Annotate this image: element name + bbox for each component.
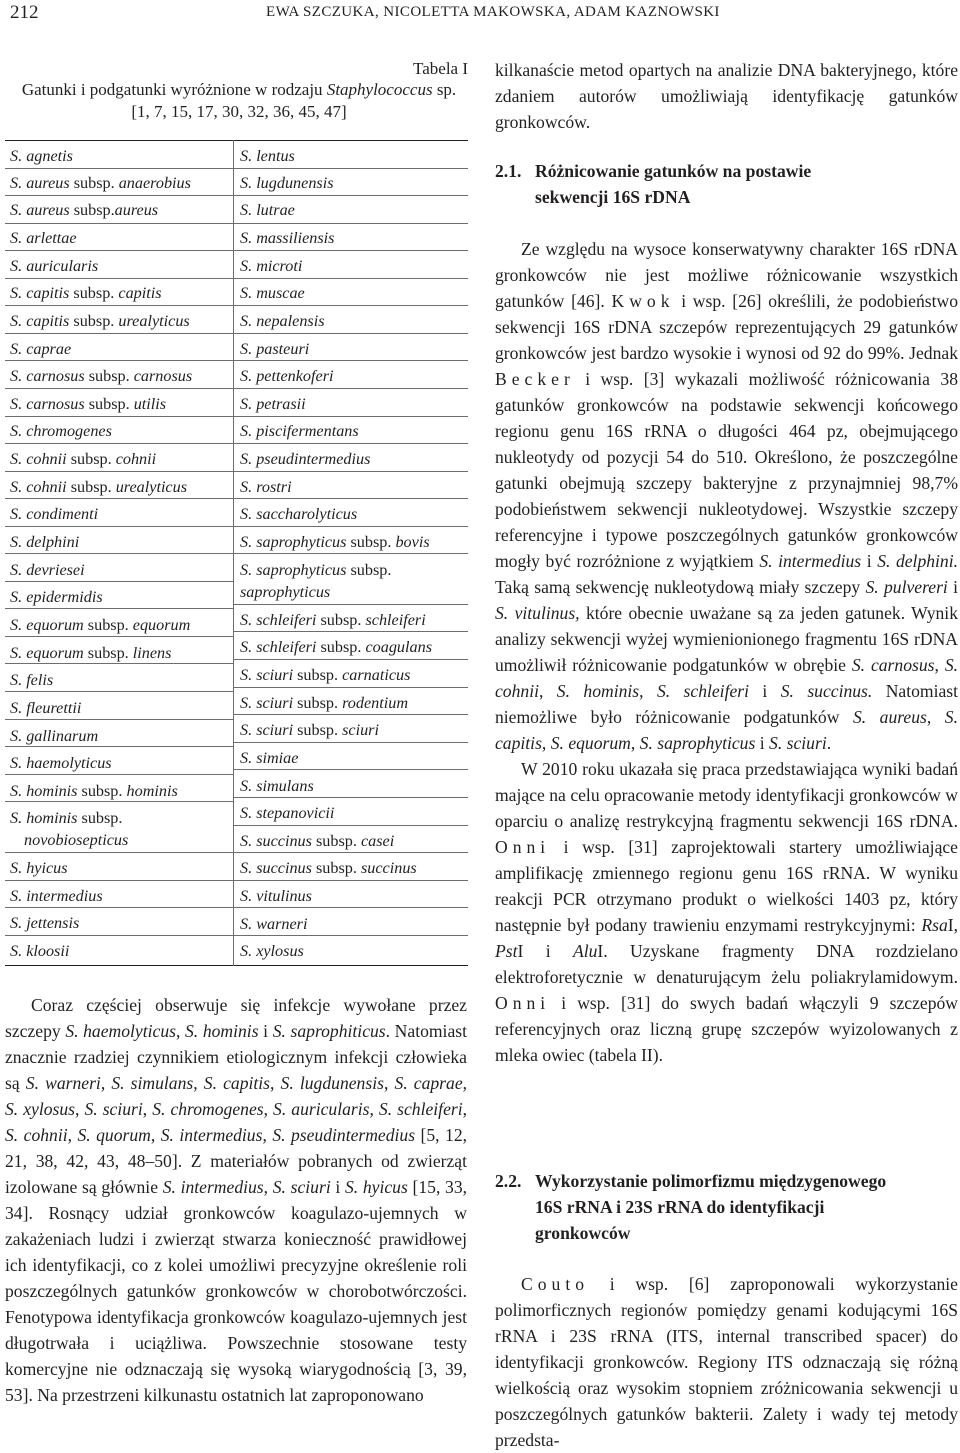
table-cell (240, 338, 309, 360)
species-name: S. pettenkoferi (240, 367, 334, 385)
species-name: S. schleiferi (240, 638, 317, 656)
table-cell (240, 581, 330, 603)
left-column-body (5, 992, 467, 1408)
subspecies-name: bovis (395, 533, 430, 551)
subspecies-name: urealyticus (118, 312, 190, 330)
table-cell (10, 476, 187, 498)
table-cell (10, 172, 191, 194)
subspecies-name: aureus (114, 201, 159, 219)
table-cell (240, 830, 394, 852)
table-cell (240, 448, 370, 470)
subsp-abbrev: subsp. (77, 782, 127, 800)
species-name: S. condimenti (10, 505, 99, 523)
species-name: S. jettensis (10, 914, 80, 932)
table-row-rule (5, 907, 233, 908)
species-name: S. capitis (10, 312, 70, 330)
species-name: S. aureus (10, 201, 70, 219)
species-name: S. warneri (240, 915, 308, 933)
table-cell (240, 227, 334, 249)
table-cell (240, 255, 302, 277)
section-title-cont: 16S rRNA i 23S rRNA do identyfikacji (535, 1197, 825, 1217)
section-number: 2.2. (495, 1171, 522, 1191)
table-cell (10, 752, 112, 774)
subspecies-name: cohnii (115, 450, 157, 468)
table-row-rule (234, 388, 468, 389)
subspecies-name: casei (360, 832, 395, 850)
table-caption (10, 79, 468, 100)
table-row-rule (234, 604, 468, 605)
table-cell (240, 503, 357, 525)
species-name: S. simulans (240, 777, 314, 795)
table-cell (240, 476, 292, 498)
subspecies-name: hominis (126, 782, 178, 800)
species-name: S. caprae (10, 340, 72, 358)
paragraph: Coraz częściej obserwuje się infekcje wywołane przez szczepy S. haemolyticus, S. hominis i S. saprophiticus. Natomiast znacznie rzadziej czynnikiem etiologicznym infekcji człowieka są S. warneri, S. simulans, S. capitis, S. lugdunensis, S. caprae, S. xylosus, S. sciuri, S. chromogenes, S. auricularis, S. schleiferi, S. cohnii, S. quorum, S. intermedius, S. pseudintermedius [5, 12, 21, 38, 42, 43, 48–50]. Z materiałów pobranych od zwierząt izolowane są głównie S. intermedius, S. sciuri i S. hyicus [15, 33, 34]. Rosnący udział gronkowców koagulazo-ujemnych w zakażeniach ludzi i zwierząt stwarza konieczność prawidłowej ich identyfikacji, co z kolei umożliwi precyzyjne określenie roli poszczególnych gatunków gronkowców w chorobotwórczości. Fenotypowa identyfikacja gronkowców koagulazo-ujemnych jest długotrwała i uciążliwa. Powszechnie stosowane testy komercyjne nie odznaczają się wysoką wiarygodnością [3, 39, 53]. Na przestrzeni kilkunastu ostatnich lat zaproponowano (5, 995, 468, 1405)
table-cell (24, 829, 128, 851)
species-name: S. massiliensis (240, 229, 335, 247)
subsp-abbrev: subsp. (84, 367, 134, 385)
table-row-rule (5, 471, 233, 472)
species-name: S. rostri (240, 478, 292, 496)
species-name: S. sciuri (240, 694, 294, 712)
subspecies-name: rodentium (342, 694, 409, 712)
table-caption-genus: Staphylococcus (326, 80, 433, 99)
subsp-abbrev: subsp. (69, 312, 119, 330)
table-cell (240, 172, 334, 194)
table-row-rule (5, 691, 233, 692)
table-cell (10, 559, 85, 581)
paragraph: Ze względu na wysoce konserwatywny charakter 16S rDNA gronkowców nie jest możliwe różnicowanie wszystkich gatunków [46]. Kwok i wsp. [26] określili, że podobieństwo sekwencji 16S rDNA szczepów reprezentujących 29 gatunków gronkowców jest bardzo wysokie i wynosi od 92 do 99%. Jednak Becker i wsp. [3] wykazali możliwość różnicowania 38 gatunków gronkowców na podstawie sekwencji końcowego regionu genu 16S rRNA o długości 464 pz, obejmującego nukleotydy od pozycji 54 do 510. Określono, że poszczególne gatunki obejmują szczepy bakteryjne z przynajmniej 98,7% podobieństwem sekwencji nukleotydowej. Wszystkie szczepy referencyjne i typowe poszczególnych gatunków gronkowców mogły być rozróżnione z wyjątkiem S. intermedius i S. delphini. Taką samą sekwencję nukleotydową miały szczepy S. pulvereri i S. vitulinus, które obecnie uważane są za jeden gatunek. Wynik analizy sekwencji wyżej wymienionionego fragmentu 16S rDNA umożliwił różnicowanie podgatunków w obrębie S. carnosus, S. cohnii, S. hominis, S. schleiferi i S. succinus. Natomiast niemożliwe było różnicowanie podgatunków S. aureus, S. capitis, S. equorum, S. saprophyticus i S. sciuri. (495, 239, 959, 753)
species-name: S. hyicus (10, 859, 68, 877)
table-cell (10, 310, 190, 332)
running-header-authors: EWA SZCZUKA, NICOLETTA MAKOWSKA, ADAM KAZNOWSKI (266, 4, 720, 20)
species-name: S. delphini (10, 533, 80, 551)
table-cell (240, 420, 359, 442)
species-name: S. haemolyticus (10, 754, 112, 772)
species-name: S. hominis (10, 809, 78, 827)
table-cell (10, 420, 112, 442)
table-cell (10, 531, 79, 553)
table-row-rule (5, 360, 233, 361)
table-cell (240, 393, 306, 415)
table-cell (240, 775, 314, 797)
table-cell (10, 199, 158, 221)
subsp-abbrev: subsp. (66, 478, 116, 496)
species-name: S. muscae (240, 284, 305, 302)
subspecies-name: equorum (132, 616, 191, 634)
subsp-abbrev: subsp. (293, 694, 343, 712)
table-row-rule (234, 659, 468, 660)
table-cell (240, 609, 426, 631)
subspecies-name: capitis (118, 284, 162, 302)
table-cell (240, 282, 305, 304)
table-row-rule (5, 636, 233, 637)
species-name: S. felis (10, 671, 54, 689)
subspecies-name: linens (132, 644, 172, 662)
species-name: S. pasteuri (240, 340, 310, 358)
table-row-rule (234, 852, 468, 853)
table-row-rule (5, 416, 233, 417)
species-name: S. schleiferi (240, 611, 317, 629)
species-name: S. piscifermentans (240, 422, 359, 440)
table-cell (10, 586, 103, 608)
species-name: S. lugdunensis (240, 174, 334, 192)
species-name: S. sciuri (240, 721, 294, 739)
species-name: S. microti (240, 257, 303, 275)
table-row-rule (5, 250, 233, 251)
table-cell (240, 365, 334, 387)
table-cell (240, 940, 304, 962)
subspecies-name: succinus (360, 859, 417, 877)
table-cell (10, 282, 162, 304)
table-cell (240, 559, 391, 581)
species-name: S. auricularis (10, 257, 99, 275)
subsp-abbrev: subsp. (77, 809, 123, 827)
species-name: novobiosepticus (24, 831, 129, 849)
species-name: S. simiae (240, 749, 299, 767)
table-cell (240, 885, 312, 907)
table-row-rule (234, 526, 468, 527)
species-name: S. xylosus (240, 942, 304, 960)
species-name: S. nepalensis (240, 312, 325, 330)
species-name: S. carnosus (10, 367, 85, 385)
table-row-rule (234, 360, 468, 361)
section-title: Różnicowanie gatunków na postawie (535, 161, 812, 181)
species-name: S. kloosii (10, 942, 70, 960)
table-cell (10, 227, 77, 249)
table-cell (240, 802, 334, 824)
subsp-abbrev: subsp. (293, 666, 343, 684)
table-cell (240, 913, 307, 935)
species-name: S. succinus (240, 859, 312, 877)
species-name: S. succinus (240, 832, 312, 850)
subspecies-name: urealyticus (115, 478, 188, 496)
subsp-abbrev: subsp. (69, 284, 119, 302)
species-name: S. equorum (10, 644, 84, 662)
table-row-rule (5, 498, 233, 499)
table-cell (240, 857, 417, 879)
subsp-abbrev: subsp. (293, 721, 343, 739)
table-row-rule (5, 801, 233, 802)
table-cell (10, 697, 81, 719)
table-row-rule (234, 168, 468, 169)
section-number: 2.1. (495, 161, 522, 181)
table-row-rule (234, 935, 468, 936)
table-row-rule (5, 774, 233, 775)
species-name: S. saprophyticus (240, 533, 347, 551)
species-name: S. equorum (10, 616, 84, 634)
subspecies-name: carnosus (133, 367, 193, 385)
table-caption-suffix: sp. (432, 80, 457, 99)
table-row-rule (5, 935, 233, 936)
table-row-rule (5, 278, 233, 279)
subspecies-name: coagulans (365, 638, 433, 656)
table-row-rule (234, 416, 468, 417)
table-cell (240, 636, 432, 658)
table-cell (10, 503, 98, 525)
table-cell (10, 857, 68, 879)
subsp-abbrev: subsp. (69, 174, 119, 192)
table-cell (10, 393, 166, 415)
table-row-rule (5, 880, 233, 881)
species-name: S. carnosus (10, 395, 85, 413)
paragraph: kilkanaście metod opartych na analizie DNA bakteryjnego, które zdaniem autorów umożliwiają identyfikację gatunków gronkowców. (495, 60, 958, 132)
table-row-rule (234, 797, 468, 798)
table-cell (10, 725, 98, 747)
table-row-rule (234, 250, 468, 251)
table-row-rule (234, 769, 468, 770)
section-title-cont: gronkowców (535, 1223, 631, 1243)
subsp-abbrev: subsp. (311, 832, 361, 850)
table-row-rule (234, 687, 468, 688)
table-row-rule (5, 663, 233, 664)
species-name: S. fleurettii (10, 699, 82, 717)
table-cell (240, 310, 325, 332)
species-name: S. saccharolyticus (240, 505, 358, 523)
species-name: S. gallinarum (10, 727, 99, 745)
table-cell (240, 664, 410, 686)
table-cell (10, 338, 71, 360)
right-column-intro (495, 57, 958, 135)
table-row-rule (5, 305, 233, 306)
section-title-cont: sekwencji 16S rDNA (535, 187, 691, 207)
table-row-rule (234, 880, 468, 881)
table-row-rule (234, 195, 468, 196)
species-name: S. saprophyticus (240, 561, 347, 579)
table-cell (240, 747, 298, 769)
table-cell (10, 940, 69, 962)
table-cell (10, 614, 190, 636)
table-cell (10, 885, 103, 907)
species-name: S. aureus (10, 174, 70, 192)
table-row-rule (234, 714, 468, 715)
table-row-rule (5, 719, 233, 720)
subspecies-name: utilis (133, 395, 167, 413)
table-row-rule (234, 631, 468, 632)
table-row-rule (5, 223, 233, 224)
table-row-rule (5, 581, 233, 582)
table-cell (10, 669, 53, 691)
subsp-abbrev: subsp. (84, 395, 134, 413)
species-name: S. agnetis (10, 147, 73, 165)
table-row-rule (234, 333, 468, 334)
table-cell (10, 365, 192, 387)
table-row-rule (234, 498, 468, 499)
table-cell (10, 255, 98, 277)
table-row-rule (234, 742, 468, 743)
table-cell (10, 912, 79, 934)
subspecies-name: sciuri (342, 721, 379, 739)
section-title: Wykorzystanie polimorfizmu międzygenowego (535, 1171, 887, 1191)
subsp-abbrev: subsp. (346, 533, 396, 551)
table-refs: [1, 7, 15, 17, 30, 32, 36, 45, 47] (131, 102, 347, 121)
table-row-rule (234, 825, 468, 826)
species-name: S. lutrae (240, 201, 295, 219)
species-name: S. capitis (10, 284, 70, 302)
subsp-abbrev: subsp. (346, 561, 392, 579)
subsp-abbrev: subsp. (83, 644, 133, 662)
subsp-abbrev: subsp. (311, 859, 361, 877)
table-row-rule (5, 608, 233, 609)
subsp-abbrev: subsp. (316, 638, 366, 656)
subsp-abbrev: subsp. (69, 201, 115, 219)
table-row-rule (5, 195, 233, 196)
subsp-abbrev: subsp. (316, 611, 366, 629)
species-name: S. chromogenes (10, 422, 112, 440)
table-cell (10, 145, 73, 167)
species-name: S. epidermidis (10, 588, 103, 606)
table-label: Tabela I (413, 59, 468, 78)
subsp-abbrev: subsp. (66, 450, 116, 468)
right-column-body (495, 236, 958, 1068)
table-row-rule (5, 333, 233, 334)
subspecies-name: anaerobius (118, 174, 191, 192)
table-row-rule (5, 526, 233, 527)
table-cell (10, 807, 122, 829)
species-name: S. stepanovicii (240, 804, 335, 822)
table-row-rule (5, 168, 233, 169)
paragraph: W 2010 roku ukazała się praca przedstawiająca wyniki badań mające na celu opracowanie metody identyfikacji gronkowców w oparciu o analizę restrykcyjną fragmentu sekwencji 16S rDNA. Onni i wsp. [31] zaprojektowali startery umożliwiające amplifikację zmiennego regionu genu 16S rRNA. W wyniku reakcji PCR otrzymano produkt o wielkości 1403 pz, który następnie był podany trawieniu enzymami restrykcyjnymi: RsaI, PstI i AluI. Uzyskane fragmenty DNA rozdzielano elektroforetycznie w denaturującym żelu poliakrylamidowym. Onni i wsp. [31] do swych badań włączyli 9 szczepów referencyjnych oraz liczną grupę szczepów wyizolowanych z mleka owiec (tabela II). (495, 759, 958, 1065)
table-cell (240, 719, 379, 741)
paragraph: Couto i wsp. [6] zaproponowali wykorzystanie polimorficznych regionów pomiędzy genami kodującymi 16S rRNA i 23S rRNA (ITS, internal transcribed spacer) do identyfikacji gronkowców. Regiony ITS odznaczają się różną wielkością oraz wysokim stopniem zróżnicowania sekwencji u poszczególnych gatunków bakterii. Zalety i wady tej metody przedsta- (495, 1274, 958, 1450)
species-name: S. sciuri (240, 666, 294, 684)
species-name: S. devriesei (10, 561, 85, 579)
table-row-rule (234, 553, 468, 554)
subspecies-name: carnaticus (342, 666, 411, 684)
species-name: S. vitulinus (240, 887, 312, 905)
subsp-abbrev: subsp. (83, 616, 133, 634)
table-row-rule (234, 471, 468, 472)
species-name: S. pseudintermedius (240, 450, 371, 468)
table-cell (10, 780, 178, 802)
species-name: S. cohnii (10, 478, 67, 496)
table-row-rule (234, 305, 468, 306)
species-name: S. cohnii (10, 450, 67, 468)
table-row-rule (234, 223, 468, 224)
subspecies-name: schleiferi (365, 611, 426, 629)
species-name: S. hominis (10, 782, 78, 800)
table-row-rule (5, 388, 233, 389)
species-name: saprophyticus (240, 583, 331, 601)
species-name: S. intermedius (10, 887, 103, 905)
table-cell (240, 531, 430, 553)
table-row-rule (5, 443, 233, 444)
table-row-rule (5, 852, 233, 853)
species-name: S. lentus (240, 147, 295, 165)
table-row-rule (5, 553, 233, 554)
table-cell (10, 448, 156, 470)
table-cell (240, 199, 295, 221)
table-row-rule (234, 278, 468, 279)
table-row-rule (234, 907, 468, 908)
table-caption-text: Gatunki i podgatunki wyróżnione w rodzaju (21, 80, 327, 99)
page-number: 212 (10, 2, 39, 23)
table-cell (240, 145, 295, 167)
species-name: S. petrasii (240, 395, 306, 413)
right-column-body-2 (495, 1271, 958, 1453)
table-row-rule (234, 443, 468, 444)
table-row-rule (5, 746, 233, 747)
table-cell (10, 642, 171, 664)
table-cell (240, 692, 408, 714)
species-name: S. arlettae (10, 229, 77, 247)
